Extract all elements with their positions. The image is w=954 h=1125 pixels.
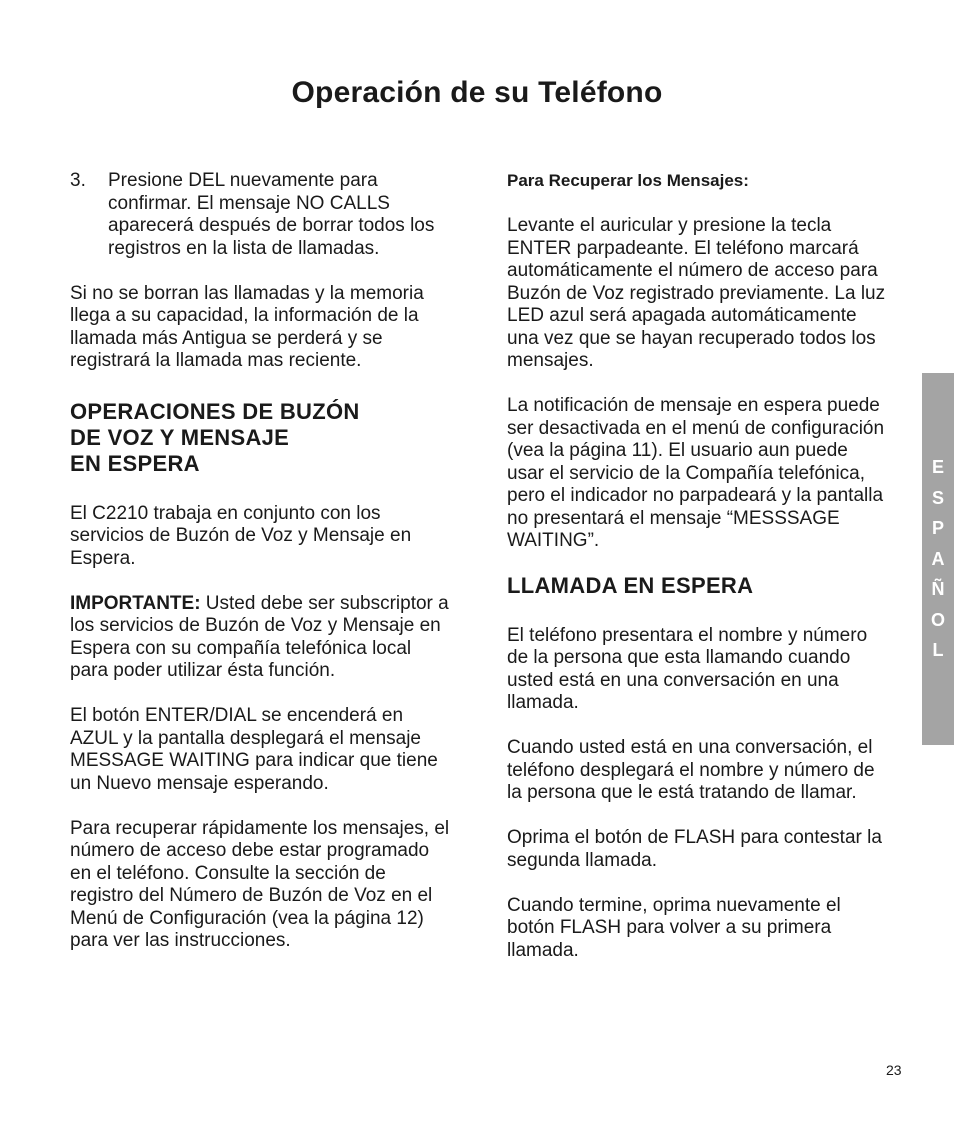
heading-line: DE VOZ Y MENSAJE xyxy=(70,424,290,450)
section-heading-voicemail xyxy=(70,399,450,477)
side-tab-letter: A xyxy=(931,548,945,569)
paragraph-recover: Para recuperar rápidamente los mensajes, el número de acceso debe estar programado en el teléfono. Consulte la sección de registro del Número de Buzón de Voz en el Menú de Configuración (vea la página 12) para ver las instrucciones. xyxy=(70,817,450,951)
paragraph-notification: La notificación de mensaje en espera puede ser desactivada en el menú de configuración (vea la página 11). El usuario aun puede usar el servicio de la Compañía telefónica, pero el indicador no parpadeará y la pantalla no presentará el mensaje “MESSSAGE WAITING”. xyxy=(507,395,885,551)
right-column xyxy=(507,170,889,962)
paragraph-presents: El teléfono presentara el nombre y número de la persona que esta llamando cuando usted está en una conversación en una llamada. xyxy=(507,624,868,713)
heading-line: EN ESPERA xyxy=(70,450,200,476)
list-item-number: 3. xyxy=(70,170,86,191)
important-label: IMPORTANTE: xyxy=(70,592,201,614)
important-text: Usted debe ser subscriptor a los servicios de Buzón de Voz y Mensaje en Espera con su compañía telefónica local para poder utilizar ésta función. xyxy=(70,592,449,681)
paragraph-conversation: Cuando usted está en una conversación, el teléfono desplegará el nombre y número de la persona que le está tratando de llamar. xyxy=(507,737,875,803)
side-tab-letter: P xyxy=(931,518,944,539)
paragraph-flash: Oprima el botón de FLASH para contestar la segunda llamada. xyxy=(507,827,882,871)
list-item-text: Presione DEL nuevamente para confirmar. El mensaje NO CALLS aparecerá después de borrar todos los registros en la lista de llamadas. xyxy=(108,170,435,259)
side-tab-letter: Ñ xyxy=(931,579,945,600)
paragraph-lift: Levante el auricular y presione la tecla ENTER parpadeante. El teléfono marcará automáticamente el número de acceso para Buzón de Voz registrado previamente. La luz LED azul será apagada automáticamente una vez que se hayan recuperado todos los mensajes. xyxy=(507,215,886,371)
paragraph-memory: Si no se borran las llamadas y la memoria llega a su capacidad, la información de la llamada más Antigua se perderá y se registrará la llamada mas reciente. xyxy=(70,282,424,371)
paragraph-finish: Cuando termine, oprima nuevamente el botón FLASH para volver a su primera llamada. xyxy=(507,894,841,961)
page-title: Operación de su Teléfono xyxy=(291,76,663,109)
side-tab-letter: S xyxy=(931,487,944,508)
side-tab-letter: O xyxy=(930,609,945,630)
language-side-tab xyxy=(922,373,954,745)
side-tab-letter: E xyxy=(931,457,944,478)
subheading-recover-messages: Para Recuperar los Mensajes: xyxy=(507,171,749,190)
paragraph-enter-dial: El botón ENTER/DIAL se encenderá en AZUL y la pantalla desplegará el mensaje MESSAGE WAITING para indicar que tiene un Nuevo mensaje esperando. xyxy=(70,705,438,794)
paragraph-important xyxy=(70,593,450,683)
side-tab-letter: L xyxy=(932,640,944,661)
left-column xyxy=(70,170,450,953)
section-heading-call-waiting: LLAMADA EN ESPERA xyxy=(507,572,754,598)
page-number: 23 xyxy=(886,1062,902,1078)
list-item-3 xyxy=(70,170,450,260)
paragraph-c2210: El C2210 trabaja en conjunto con los servicios de Buzón de Voz y Mensaje en Espera. xyxy=(70,502,412,569)
heading-line: OPERACIONES DE BUZÓN xyxy=(70,398,360,424)
